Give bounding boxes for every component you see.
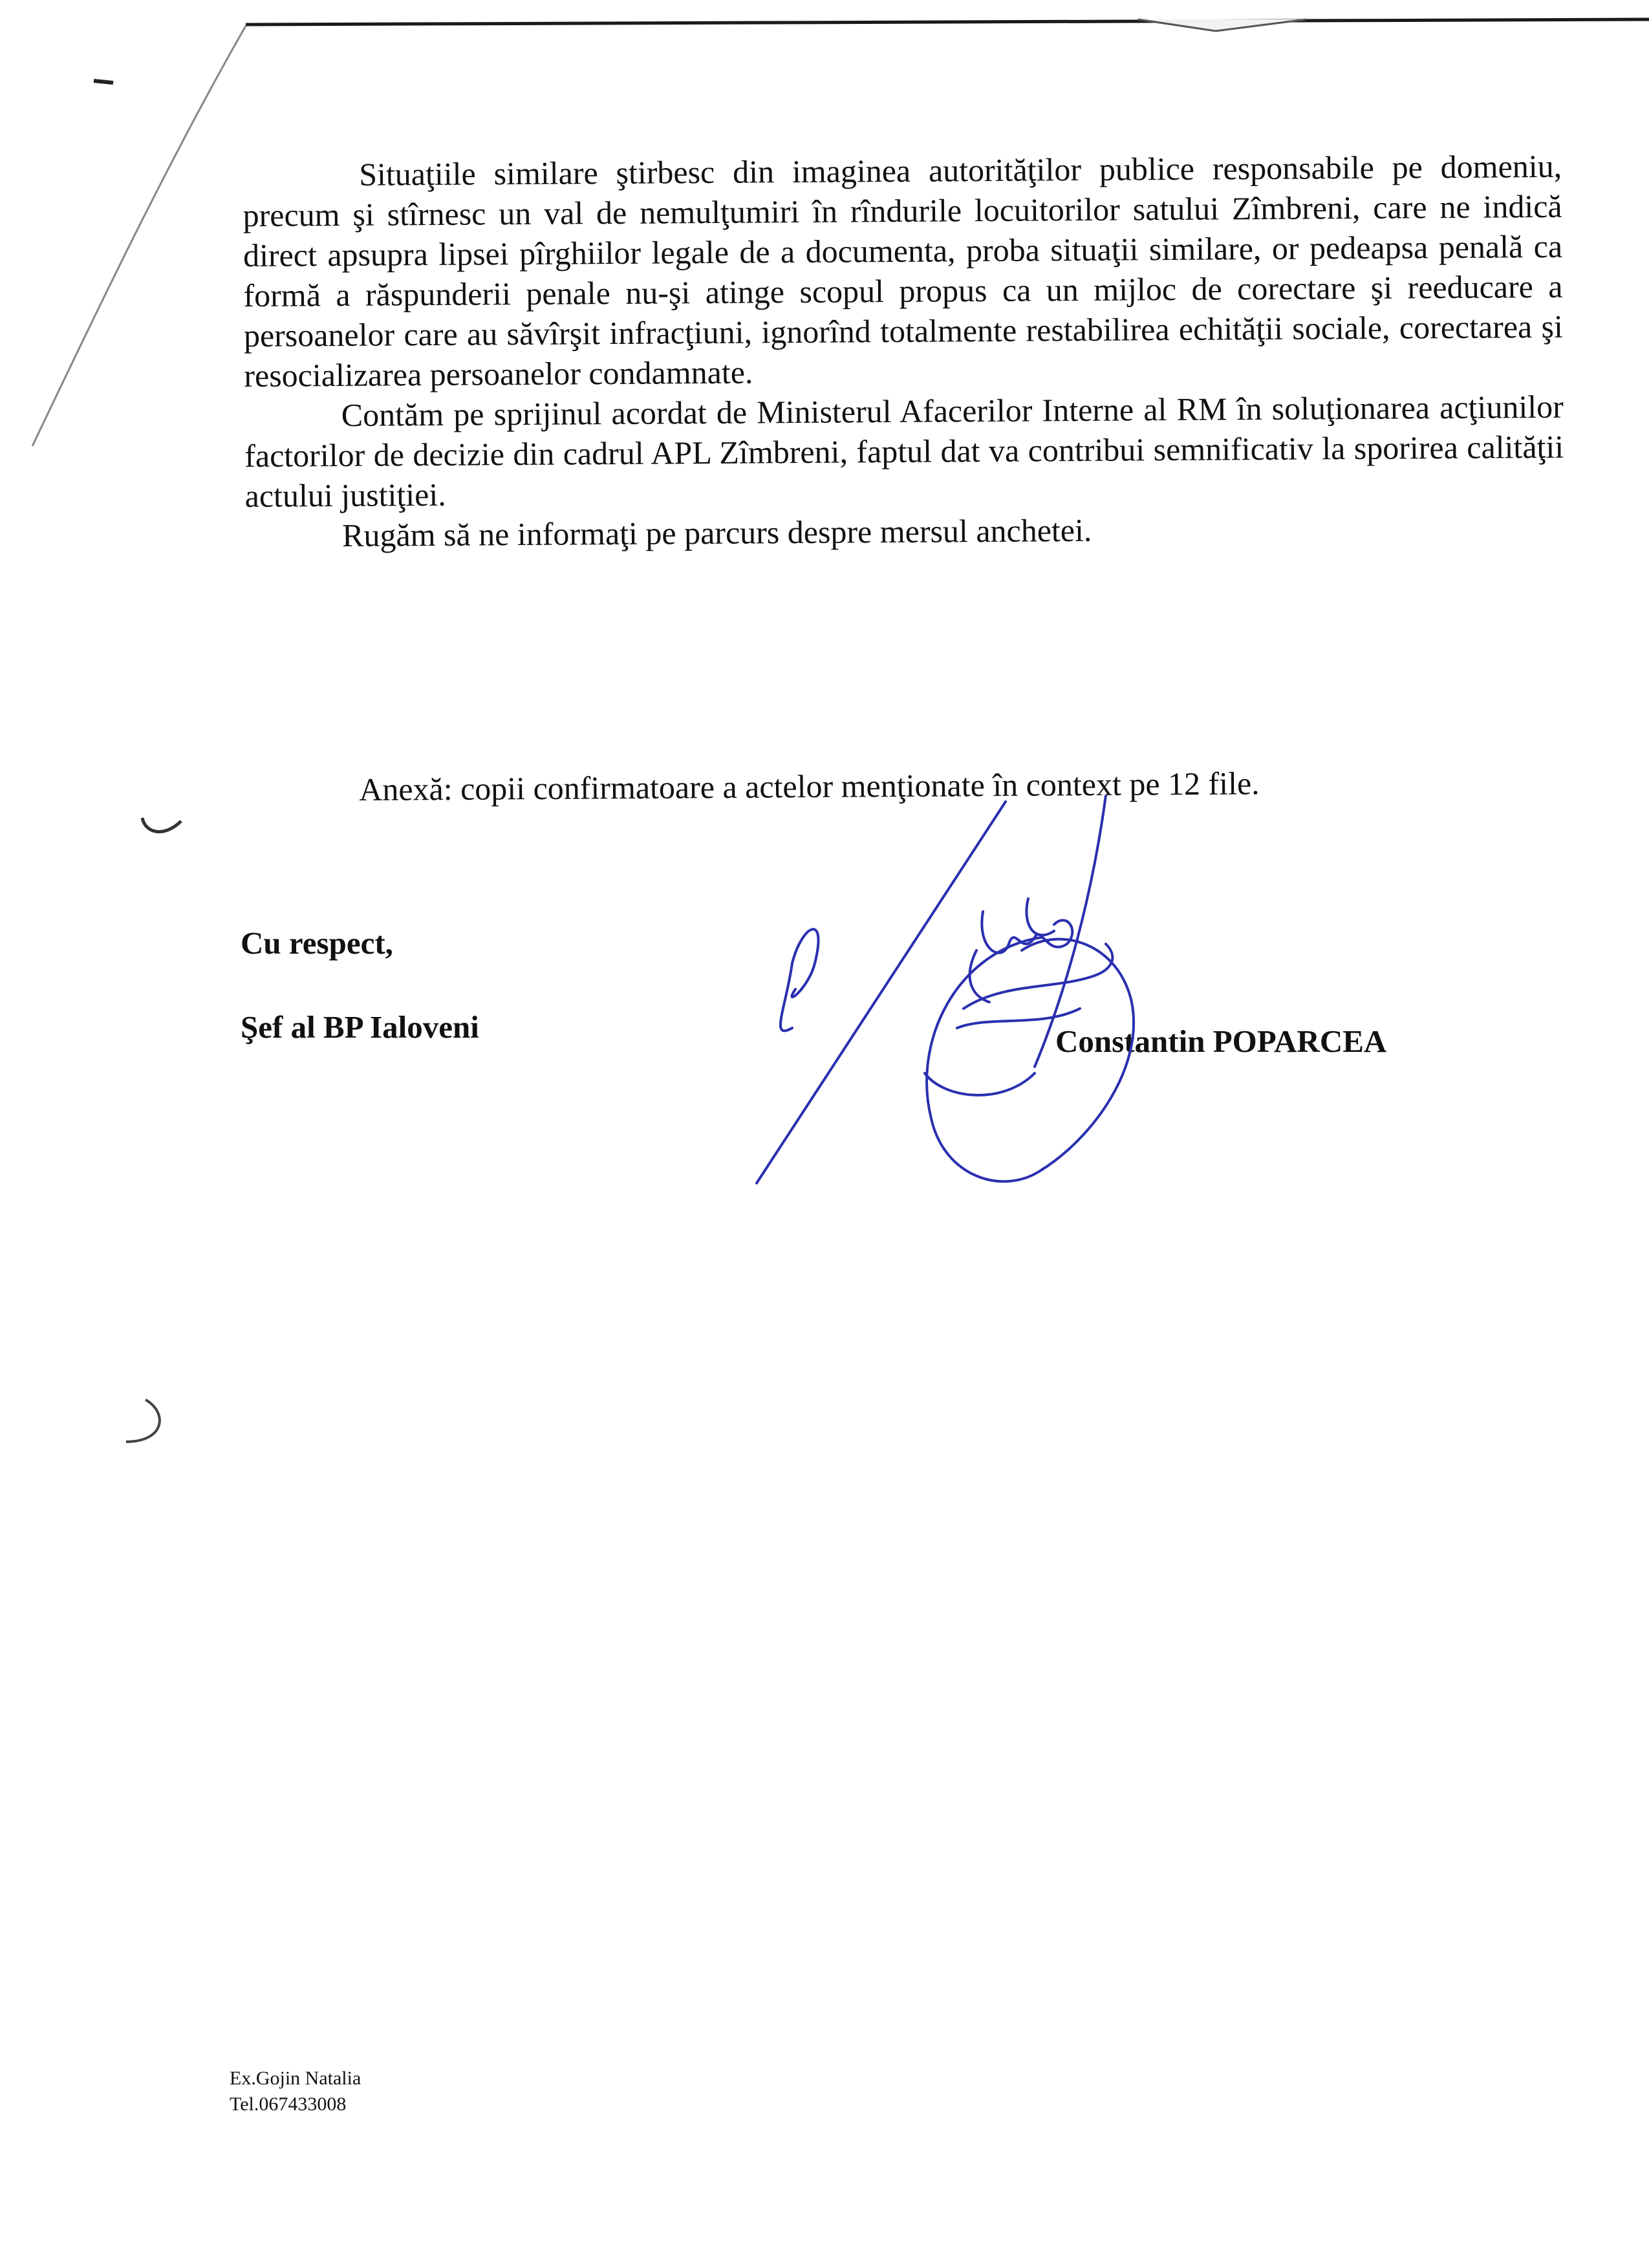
signer-position: Şef al BP Ialoveni	[241, 1009, 479, 1045]
paragraph-situations: Situaţiile similare ştirbesc din imaginea autorităţilor publice responsabile pe domeniu, precum şi stîrnesc un val de nemulţumiri în rîndurile locuitorilor satului Zîmbreni, care ne indică direct apsupra lipsei pîrghiilor legale de a documenta, proba situaţii similare, or pedeapsa penală ca formă a răspunderii penale nu-şi atinge scopul propus ca un mijloc de corectare şi reeducare a persoanelor care au săvîrşit infracţiuni, ignorînd totalmente restabilirea echităţii sociale, corectarea şi resocializarea persoanelor condamnate.	[242, 147, 1564, 394]
executor-info	[230, 2066, 361, 2117]
letter-body	[242, 146, 1564, 556]
executor-name: Ex.Gojin Natalia	[230, 2068, 361, 2089]
signer-name: Constantin POPARCEA	[1055, 1023, 1387, 1059]
paragraph-support: Contăm pe sprijinul acordat de Ministerul Afacerilor Interne al RM în soluţionarea acţiunilor factorilor de decizie din cadrul APL Zîmbreni, faptul dat va contribui semnificativ la sporirea calităţii actului justiţiei.	[244, 388, 1564, 514]
handwritten-signature	[731, 795, 1235, 1235]
closing-salutation: Cu respect,	[241, 925, 393, 961]
punch-hole-mark	[120, 1396, 171, 1448]
punch-hole-mark	[136, 805, 188, 857]
executor-phone: Tel.067433008	[230, 2093, 347, 2115]
paragraph-request: Rugăm să ne informaţi pe parcurs despre mersul anchetei.	[341, 511, 1092, 553]
annex-note: Anexă: copii confirmatoare a actelor menţionate în context pe 12 file.	[359, 765, 1260, 808]
